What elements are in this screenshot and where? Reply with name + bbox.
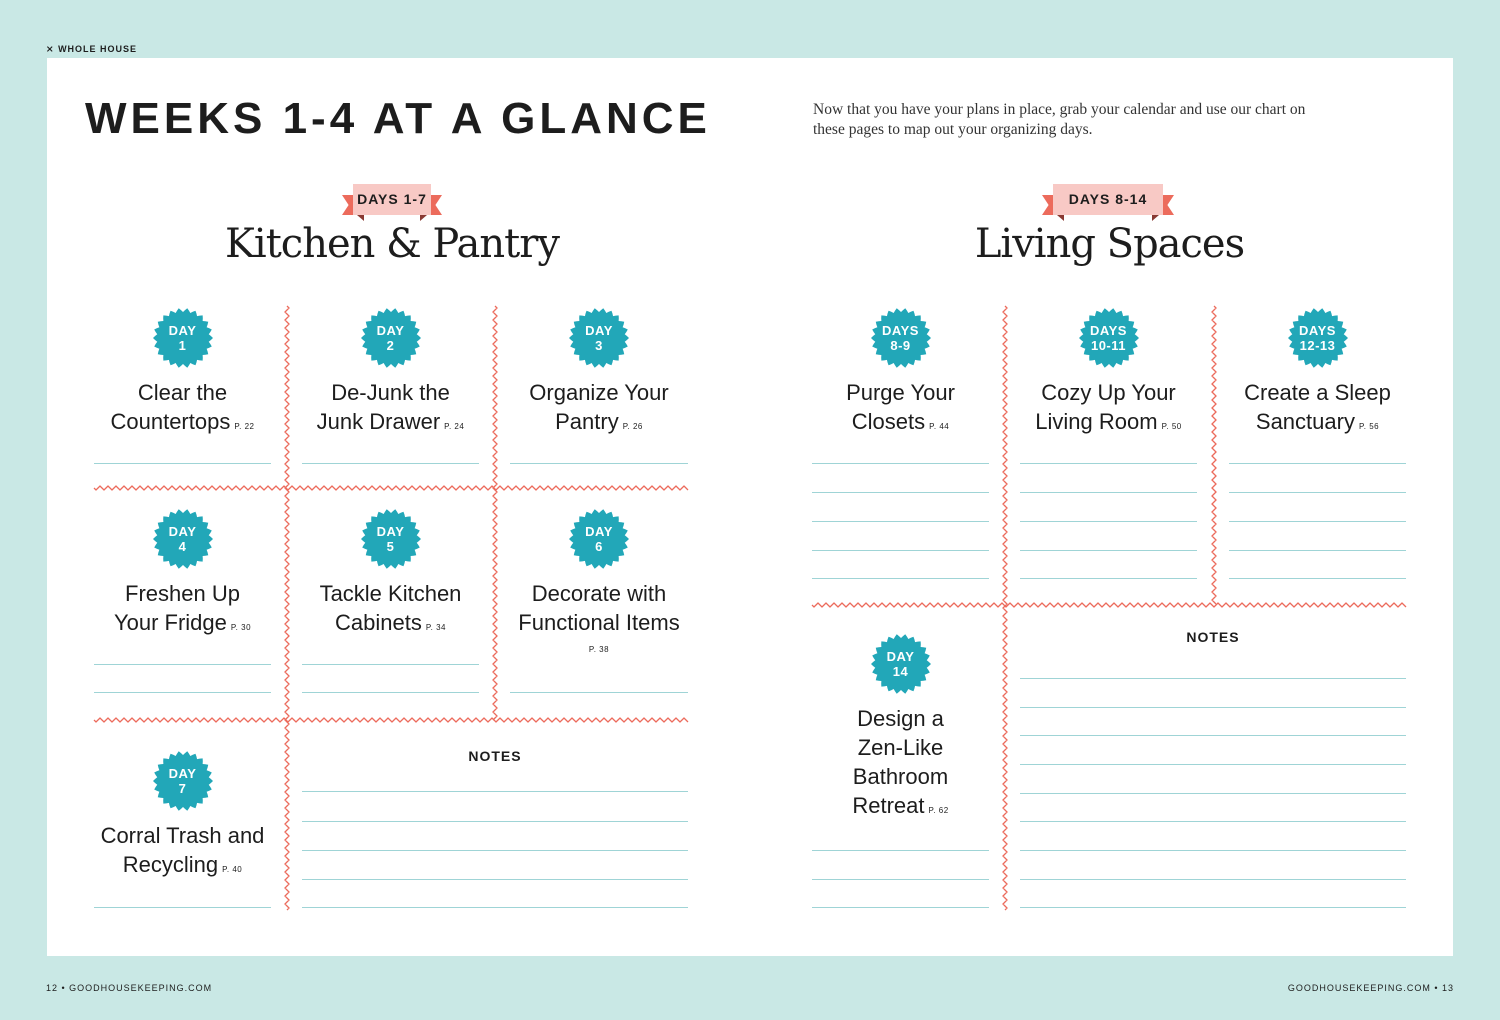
writing-line bbox=[94, 692, 271, 693]
writing-line bbox=[812, 907, 989, 908]
day-badge: DAY 1 bbox=[153, 308, 213, 368]
section-label: ⨯ WHOLE HOUSE bbox=[46, 44, 138, 54]
notes-line bbox=[1020, 735, 1406, 736]
notes-line bbox=[1020, 907, 1406, 908]
writing-line bbox=[812, 879, 989, 880]
writing-line bbox=[1229, 578, 1406, 579]
page-reference: P. 40 bbox=[222, 865, 243, 874]
wavy-divider bbox=[1003, 306, 1007, 910]
notes-line bbox=[1020, 678, 1406, 679]
writing-line bbox=[1020, 492, 1197, 493]
writing-line bbox=[94, 664, 271, 665]
day-6-cell bbox=[510, 499, 688, 689]
writing-line bbox=[1020, 463, 1197, 464]
notes-line bbox=[1020, 821, 1406, 822]
writing-line bbox=[812, 550, 989, 551]
folio-left: 12 • GOODHOUSEKEEPING.COM bbox=[46, 983, 213, 993]
days-10-11-cell bbox=[1020, 298, 1197, 488]
day-badge: DAY 14 bbox=[871, 634, 931, 694]
cross-icon: ⨯ bbox=[46, 44, 55, 54]
writing-line bbox=[510, 692, 688, 693]
page-reference: P. 24 bbox=[444, 422, 465, 431]
living-notes-label: NOTES bbox=[1186, 629, 1240, 645]
intro-text: Now that you have your plans in place, grab your calendar and use our chart on these pages to map out your organizing days. bbox=[813, 101, 1306, 138]
page-title: WEEKS 1-4 AT A GLANCE bbox=[85, 94, 711, 143]
day-badge: DAY 7 bbox=[153, 751, 213, 811]
day-badge: DAYS 8-9 bbox=[871, 308, 931, 368]
writing-line bbox=[1229, 492, 1406, 493]
page-reference: P. 62 bbox=[928, 806, 949, 815]
page-reference: P. 44 bbox=[929, 422, 950, 431]
day-5-cell bbox=[302, 499, 479, 689]
page-reference: P. 26 bbox=[622, 422, 643, 431]
task-title: Purge Your Closets P. 44 bbox=[846, 380, 955, 434]
notes-line bbox=[1020, 879, 1406, 880]
wavy-divider bbox=[812, 603, 1406, 607]
writing-line bbox=[94, 463, 271, 464]
day-1-cell bbox=[94, 298, 271, 488]
notes-line bbox=[302, 907, 688, 908]
day-badge: DAY 5 bbox=[361, 509, 421, 569]
writing-line bbox=[1229, 463, 1406, 464]
writing-line bbox=[1020, 578, 1197, 579]
day-badge: DAY 3 bbox=[569, 308, 629, 368]
writing-line bbox=[812, 850, 989, 851]
day-14-cell bbox=[812, 624, 989, 844]
kitchen-notes-label: NOTES bbox=[468, 748, 522, 764]
task-title: Corral Trash and Recycling P. 40 bbox=[100, 823, 265, 877]
writing-line bbox=[1229, 521, 1406, 522]
task-title: Create a Sleep Sanctuary P. 56 bbox=[1244, 380, 1391, 434]
notes-line bbox=[1020, 793, 1406, 794]
day-badge: DAY 6 bbox=[569, 509, 629, 569]
page-sheet bbox=[47, 58, 1453, 956]
task-title: Cozy Up Your Living Room P. 50 bbox=[1035, 380, 1182, 434]
notes-line bbox=[302, 791, 688, 792]
notes-line bbox=[302, 821, 688, 822]
day-badge: DAY 2 bbox=[361, 308, 421, 368]
task-title: Organize Your Pantry P. 26 bbox=[529, 380, 669, 434]
notes-line bbox=[1020, 764, 1406, 765]
writing-line bbox=[812, 492, 989, 493]
notes-line bbox=[1020, 707, 1406, 708]
wavy-divider bbox=[1212, 306, 1216, 604]
writing-line bbox=[94, 907, 271, 908]
page-reference: P. 22 bbox=[234, 422, 255, 431]
writing-line bbox=[510, 463, 688, 464]
page-reference: P. 38 bbox=[588, 645, 610, 654]
day-badge: DAYS 12-13 bbox=[1288, 308, 1348, 368]
day-badge: DAY 4 bbox=[153, 509, 213, 569]
wavy-divider bbox=[285, 306, 289, 910]
ribbon-label: DAYS 1-7 bbox=[353, 184, 431, 215]
day-7-cell bbox=[94, 741, 271, 931]
page-reference: P. 50 bbox=[1161, 422, 1182, 431]
task-title: Design a Zen-Like Bathroom Retreat P. 62 bbox=[852, 706, 949, 818]
task-title: Tackle Kitchen Cabinets P. 34 bbox=[319, 581, 462, 635]
days-8-9-cell bbox=[812, 298, 989, 488]
writing-line bbox=[812, 463, 989, 464]
notes-line bbox=[302, 850, 688, 851]
writing-line bbox=[1020, 521, 1197, 522]
notes-line bbox=[302, 879, 688, 880]
wavy-divider bbox=[94, 718, 688, 722]
day-3-cell bbox=[510, 298, 688, 488]
task-title: De-Junk the Junk Drawer P. 24 bbox=[316, 380, 465, 434]
day-4-cell bbox=[94, 499, 271, 689]
writing-line bbox=[1020, 550, 1197, 551]
task-title: Decorate with Functional Items P. 38 bbox=[510, 579, 688, 657]
writing-line bbox=[1229, 550, 1406, 551]
folio-right: GOODHOUSEKEEPING.COM • 13 bbox=[1287, 983, 1454, 993]
day-badge: DAYS 10-11 bbox=[1079, 308, 1139, 368]
writing-line bbox=[302, 664, 479, 665]
notes-line bbox=[1020, 850, 1406, 851]
day-2-cell bbox=[302, 298, 479, 488]
page-reference: P. 56 bbox=[1358, 422, 1380, 431]
page-reference: P. 34 bbox=[425, 623, 446, 632]
kitchen-pantry-heading: Kitchen & Pantry bbox=[225, 221, 559, 267]
task-title: Clear the Countertops P. 22 bbox=[110, 380, 255, 434]
task-title: Freshen Up Your Fridge P. 30 bbox=[113, 581, 252, 635]
page-reference: P. 30 bbox=[230, 623, 252, 632]
writing-line bbox=[812, 521, 989, 522]
wavy-divider bbox=[493, 306, 497, 720]
living-spaces-heading: Living Spaces bbox=[974, 221, 1245, 267]
days-12-13-cell bbox=[1229, 298, 1406, 488]
writing-line bbox=[302, 692, 479, 693]
writing-line bbox=[812, 578, 989, 579]
writing-line bbox=[302, 463, 479, 464]
ribbon-label: DAYS 8-14 bbox=[1053, 184, 1163, 215]
